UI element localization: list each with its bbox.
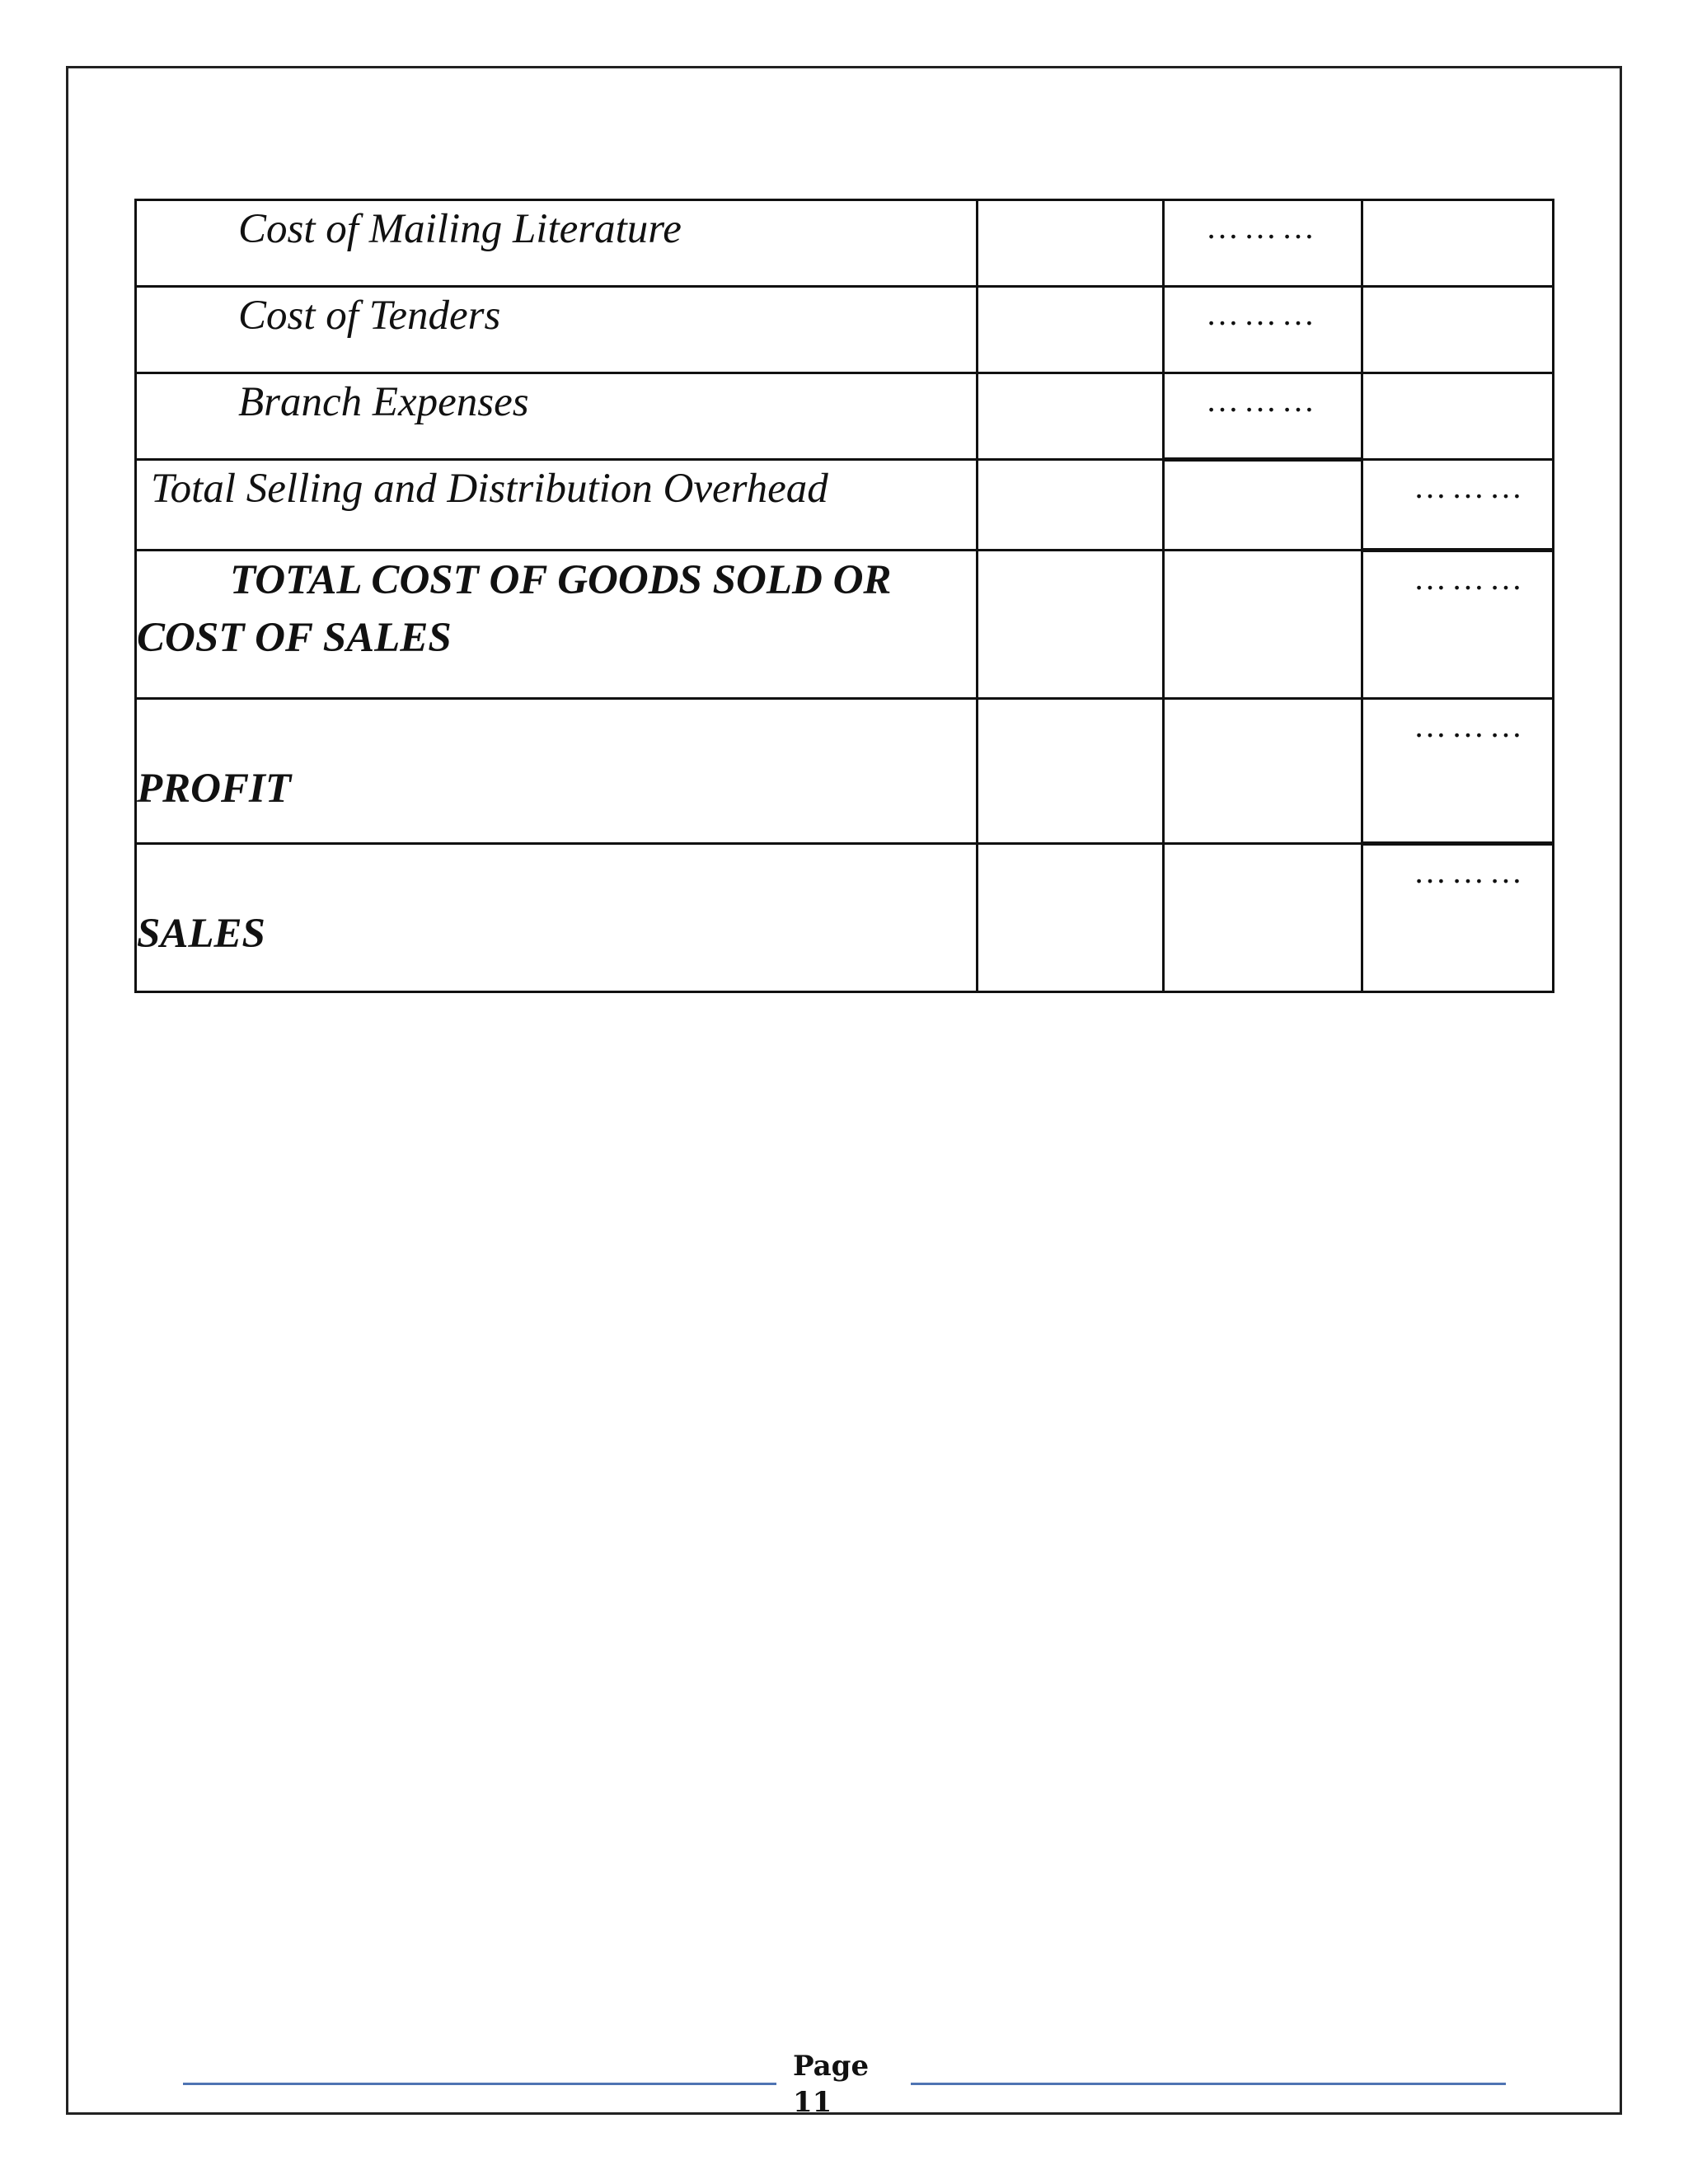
cell-col-c [1362, 287, 1554, 373]
cell-col-a [978, 460, 1164, 551]
cell-col-b-placeholder: ……… [1164, 200, 1362, 287]
table-row [136, 287, 1554, 373]
cell-col-b [1164, 460, 1362, 551]
row-label-total-cost-of-sales [136, 551, 978, 699]
table-row [136, 373, 1554, 460]
row-label-total-selling-distribution: Total Selling and Distribution Overhead [136, 460, 978, 551]
row-label-tenders: Cost of Tenders [136, 287, 978, 373]
page-label: Page [793, 2050, 870, 2083]
page-number-label [793, 2048, 869, 2121]
cell-col-b [1164, 551, 1362, 699]
footer-rule-right [911, 2083, 1506, 2085]
cell-col-b-placeholder: ……… [1164, 287, 1362, 373]
cell-col-b [1164, 844, 1362, 992]
cell-col-a [978, 699, 1164, 844]
footer-rule-left [183, 2083, 776, 2085]
cell-col-b-placeholder: ……… [1164, 373, 1362, 460]
table-row [136, 200, 1554, 287]
cell-col-a [978, 373, 1164, 460]
cell-col-a [978, 200, 1164, 287]
row-label-profit: PROFIT [136, 699, 978, 844]
cell-col-c [1362, 373, 1554, 460]
table-row [136, 551, 1554, 699]
table-row [136, 844, 1554, 992]
cell-col-b [1164, 699, 1362, 844]
cell-col-c-placeholder: ……… [1362, 699, 1554, 844]
cell-col-c-placeholder: ……… [1362, 844, 1554, 992]
cell-col-a [978, 551, 1164, 699]
row-label-line2: COST OF SALES [137, 615, 452, 661]
row-label-branch-expenses: Branch Expenses [136, 373, 978, 460]
page-number: 11 [793, 2086, 832, 2119]
cost-sheet-table [134, 199, 1554, 993]
row-label-line1: TOTAL COST OF GOODS SOLD OR [230, 557, 892, 603]
table-row [136, 699, 1554, 844]
row-label-sales: SALES [136, 844, 978, 992]
cell-col-a [978, 287, 1164, 373]
row-label-mailing-literature: Cost of Mailing Literature [136, 200, 978, 287]
cell-col-c-placeholder: ……… [1362, 460, 1554, 551]
page-footer [0, 2048, 1688, 2119]
cell-col-c-placeholder: ……… [1362, 551, 1554, 699]
table-row [136, 460, 1554, 551]
cell-col-c [1362, 200, 1554, 287]
cell-col-a [978, 844, 1164, 992]
